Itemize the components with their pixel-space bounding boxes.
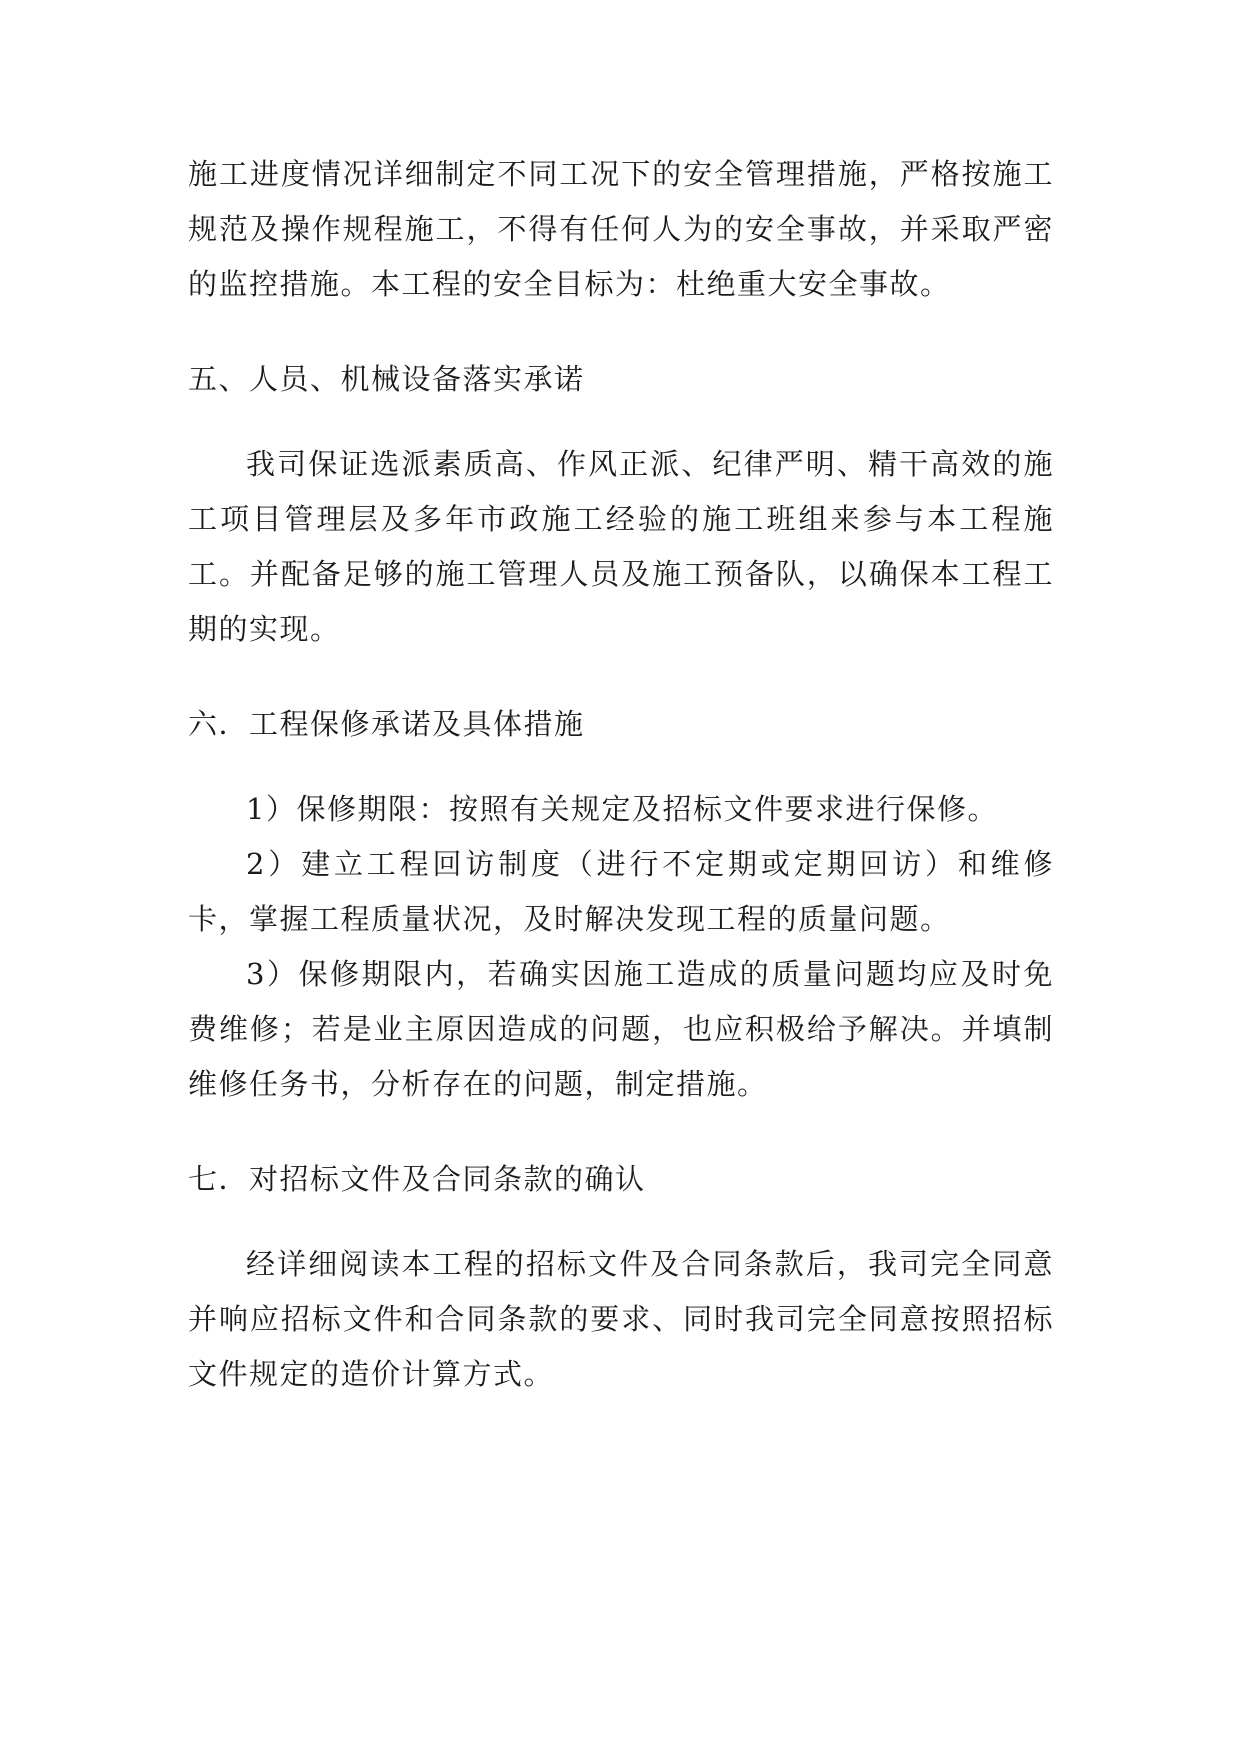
section-6-item-1: 1）保修期限：按照有关规定及招标文件要求进行保修。 <box>246 792 998 826</box>
section-heading-5: 五、人员、机械设备落实承诺 <box>188 362 585 396</box>
section-heading-6: 六．工程保修承诺及具体措施 <box>188 707 585 741</box>
section-7-paragraph: 经详细阅读本工程的招标文件及合同条款后，我司完全同意并响应招标文件和合同条款的要求、同时我司完全同意按照招标文件规定的造价计算方式。 <box>188 1247 1054 1391</box>
intro-paragraph: 施工进度情况详细制定不同工况下的安全管理措施，严格按施工规范及操作规程施工，不得有任何人为的安全事故，并采取严密的监控措施。本工程的安全目标为：杜绝重大安全事故。 <box>188 157 1054 301</box>
section-6-item-3: 3）保修期限内，若确实因施工造成的质量问题均应及时免费维修；若是业主原因造成的问题，也应积极给予解决。并填制维修任务书，分析存在的问题，制定措施。 <box>188 957 1054 1101</box>
section-5-paragraph: 我司保证选派素质高、作风正派、纪律严明、精干高效的施工项目管理层及多年市政施工经验的施工班组来参与本工程施工。并配备足够的施工管理人员及施工预备队，以确保本工程工期的实现。 <box>188 447 1054 646</box>
section-6-item-2: 2）建立工程回访制度（进行不定期或定期回访）和维修卡，掌握工程质量状况，及时解决发现工程的质量问题。 <box>188 847 1054 936</box>
section-heading-7: 七．对招标文件及合同条款的确认 <box>188 1162 646 1196</box>
document-body <box>188 147 1054 1402</box>
